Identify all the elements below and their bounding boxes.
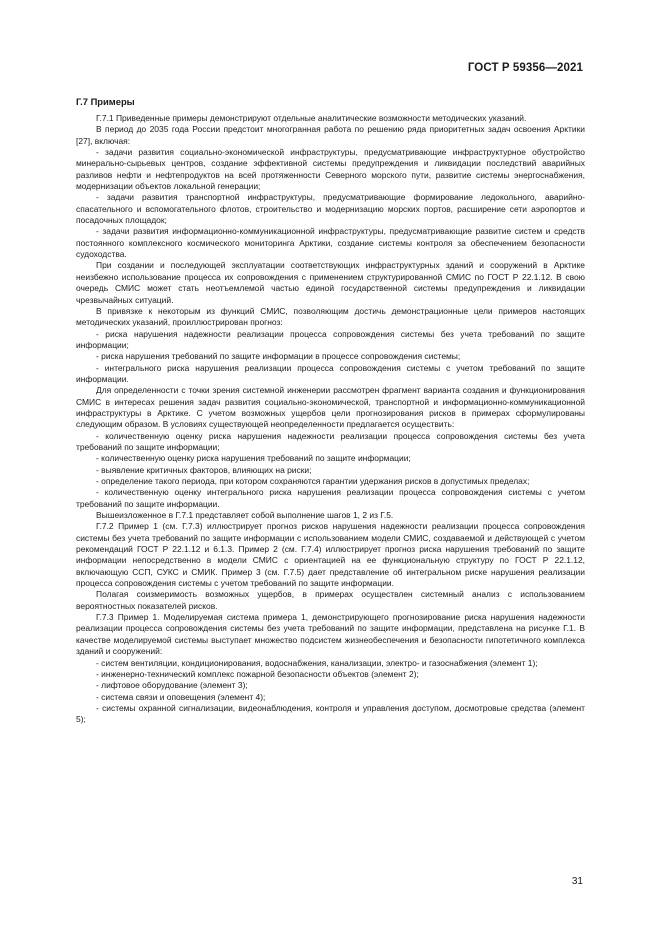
paragraph: - интегрального риска нарушения реализации процесса сопровождения системы с учетом требований по защите информации. bbox=[76, 362, 585, 384]
paragraph: Г.7.2 Пример 1 (см. Г.7.3) иллюстрирует прогноз рисков нарушения надежности реализации процесса сопровождения системы без учета требований по защите информации с использованием модели СМИС, создаваемой и действующей с учетом рекомендаций ГОСТ Р 22.1.12 и 6.1.3. Пример 2 (см. Г.7.4) иллюстрирует прогноз риска нарушения требований по защите информации непосредственно в модели СМИС с ориентацией на ее функциональную структуру по ГОСТ Р 22.1.12, включающую ССП, СУКС и СМИК. Пример 3 (см. Г.7.5) дает представление об интегральном риске нарушения реализации процесса сопровождения системы с учетом требований по защите информации. bbox=[76, 521, 585, 589]
paragraph: - задачи развития информационно-коммуникационной инфраструктуры, предусматривающие развитие систем и средств постоянного комплексного космического мониторинга Арктики, создание системы контроля за обеспечением безопасности судоходства. bbox=[76, 226, 585, 260]
paragraph-list bbox=[76, 113, 585, 726]
paragraph: - определение такого периода, при котором сохраняются гарантии удержания рисков в допустимых пределах; bbox=[96, 476, 530, 486]
paragraph: Для определенности с точки зрения системной инженерии рассмотрен фрагмент варианта создания и функционирования СМИС в интересах решения задач развития социально-экономической, транспортной и информационно-коммуникационной инфраструктуры в Арктике. С учетом возможных ущербов цели прогнозирования рисков в примерах сформулированы следующим образом. В условиях существующей неопределенности предлагается осуществить: bbox=[76, 385, 585, 430]
page-number: 31 bbox=[571, 876, 583, 887]
paragraph: Вышеизложенное в Г.7.1 представляет собой выполнение шагов 1, 2 из Г.5. bbox=[96, 510, 394, 521]
paragraph: - риска нарушения требований по защите информации в процессе сопровождения системы; bbox=[96, 351, 461, 362]
paragraph: - система связи и оповещения (элемент 4); bbox=[96, 691, 266, 702]
paragraph: - инженерно-технический комплекс пожарной безопасности объектов (элемент 2); bbox=[96, 668, 419, 679]
paragraph: - количественную оценку интегрального риска нарушения реализации процесса сопровождения системы с учетом требований по защите информации. bbox=[76, 487, 585, 509]
section-title: Г.7 Примеры bbox=[76, 96, 135, 107]
paragraph: - системы охранной сигнализации, видеонаблюдения, контроля и управления доступом, досмотровые средства (элемент 5); bbox=[76, 702, 585, 725]
document-body bbox=[76, 96, 585, 726]
paragraph: - систем вентиляции, кондиционирования, водоснабжения, канализации, электро- и газоснабжения (элемент 1); bbox=[96, 657, 538, 668]
paragraph: Полагая соизмеримость возможных ущербов, в примерах осуществлен системный анализ с использованием вероятностных показателей рисков. bbox=[76, 589, 585, 611]
paragraph: Г.7.1 Приведенные примеры демонстрируют отдельные аналитические возможности методических указаний. bbox=[96, 113, 527, 123]
paragraph: При создании и последующей эксплуатации соответствующих инфраструктурных зданий и сооружений в Арктике неизбежно использование процесса их сопровождения с применением структурированной СМИС по ГОСТ Р 22.1.12. В свою очередь СМИС может стать неотъемлемой частью единой государственной системы предупреждения и ликвидации чрезвычайных ситуаций. bbox=[76, 260, 585, 305]
paragraph: - выявление критичных факторов, влияющих на риски; bbox=[96, 464, 312, 475]
paragraph: - количественную оценку риска нарушения надежности реализации процесса сопровождения системы без учета требований по защите информации; bbox=[76, 430, 585, 452]
paragraph: - риска нарушения надежности реализации процесса сопровождения системы без учета требований по защите информации; bbox=[76, 328, 585, 350]
document-id: ГОСТ Р 59356—2021 bbox=[467, 62, 583, 74]
paragraph: В привязке к некоторым из функций СМИС, позволяющим достичь демонстрационные цели примеров настоящих методических указаний, проиллюстрирован прогноз: bbox=[76, 305, 585, 328]
paragraph: - количественную оценку риска нарушения требований по защите информации; bbox=[96, 453, 411, 464]
paragraph: В период до 2035 года России предстоит многогранная работа по решению ряда приоритетных задач освоения Арктики [27], включая: bbox=[76, 124, 585, 146]
paragraph: - задачи развития социально-экономической инфраструктуры, предусматривающие инфраструктурное обустройство минерально-сырьевых центров, создание эффективной системы предупреждения и ликвидации последствий аварийных разливов нефти и нефтепродуктов на всей протяженности Северного морского пути, развитие системы энергоснабжения, модернизации объектов локальной генерации; bbox=[76, 147, 585, 192]
paragraph: - лифтовое оборудование (элемент 3); bbox=[96, 680, 248, 691]
paragraph: Г.7.3 Пример 1. Моделируемая система примера 1, демонстрирующего прогнозирование риска нарушения надежности реализации процесса сопровождения системы без учета требований по защите информации, представлена на рисунке Г.1. В качестве моделируемой системы выступает множество подсистем жизнеобеспечения и безопасности гипотетичного комплекса зданий и сооружений: bbox=[76, 612, 585, 657]
paragraph: - задачи развития транспортной инфраструктуры, предусматривающие формирование ледокольного, аварийно-спасательного и вспомогательного флотов, строительство и модернизацию морских портов, расширение сети аэропортов и посадочных площадок; bbox=[76, 192, 585, 226]
